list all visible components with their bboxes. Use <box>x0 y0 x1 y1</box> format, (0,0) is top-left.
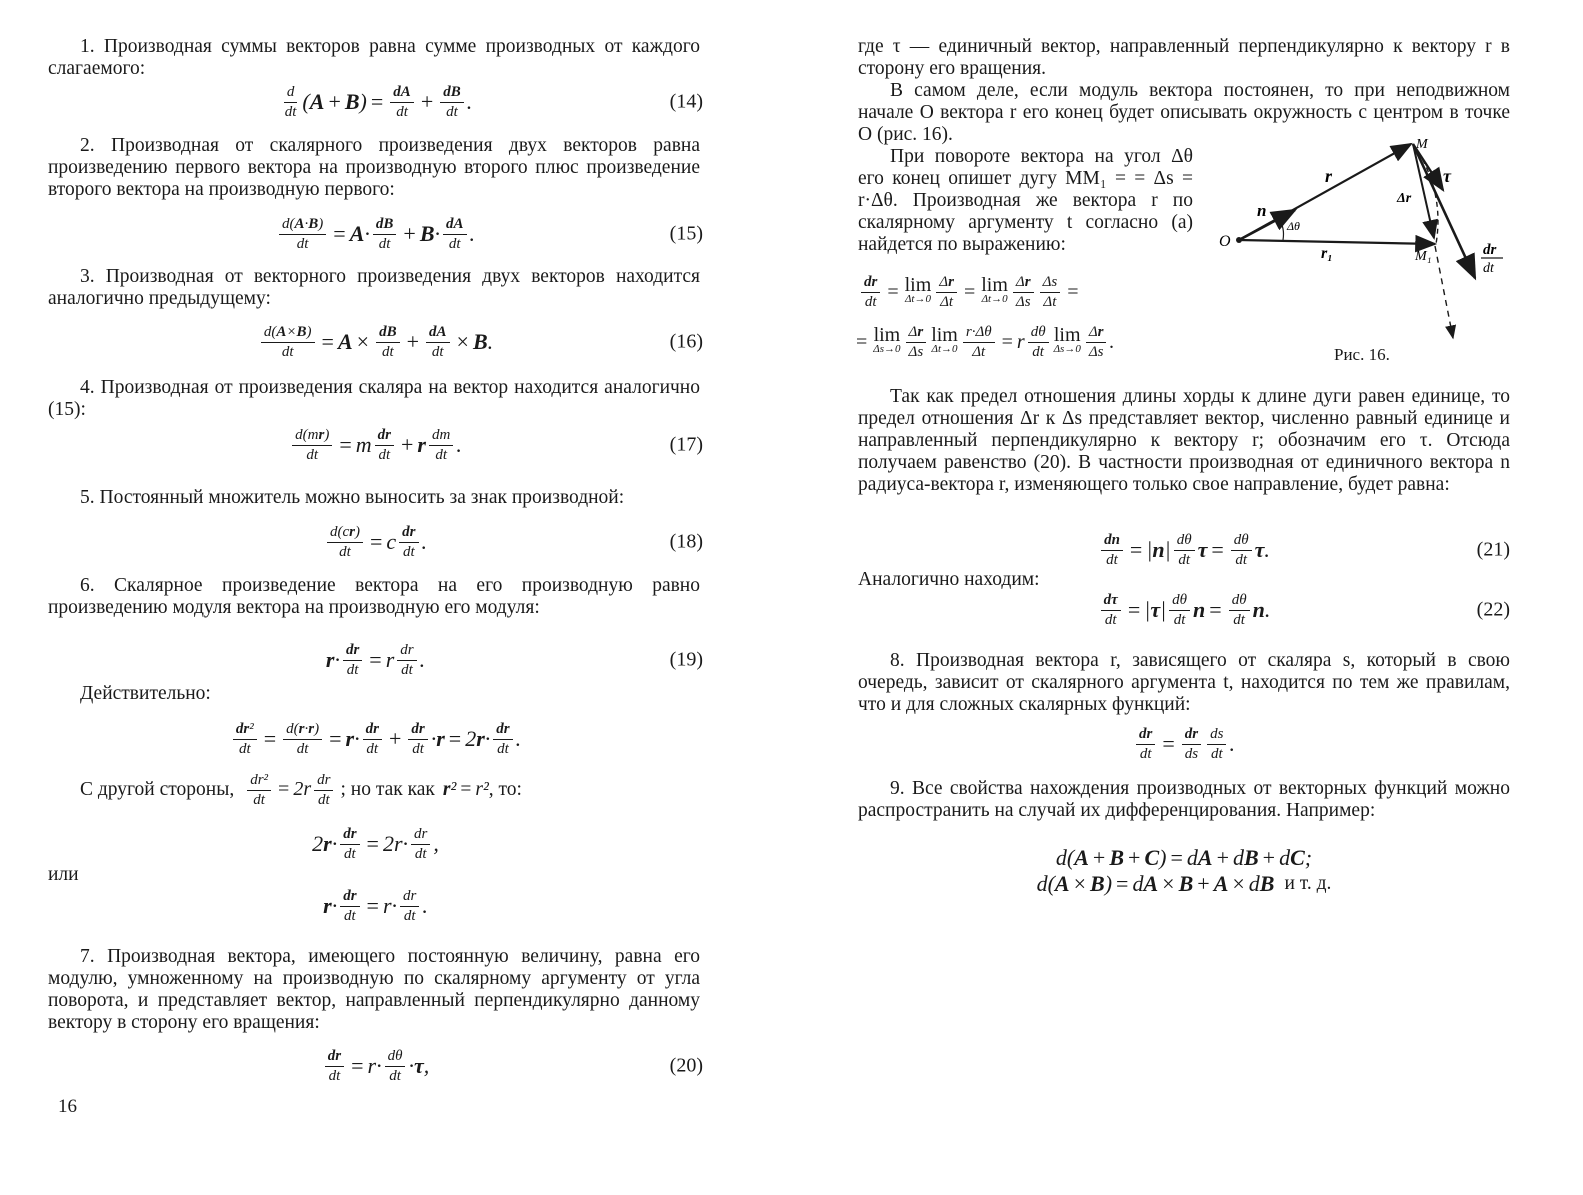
label-r: r <box>1325 166 1333 186</box>
equation-differentials-1: d( A + B + C ) = d A + d B + d C ; <box>1055 845 1313 870</box>
left-page <box>48 0 708 1195</box>
label-M: M <box>1416 137 1428 152</box>
label-M1: M₁ <box>1415 249 1432 264</box>
eq-16-number: (16) <box>669 330 703 353</box>
label-O: O <box>1219 233 1231 250</box>
equation-19: r · $\frac{dr}{dt}$ = r $\frac{dr}{dt}$ . (19) <box>325 641 703 678</box>
equation-differentials-2: d( A × B ) = d A × B + A × d B и т. д. <box>1036 871 1332 896</box>
item-7-text: 7. Производная вектора, имеющего постоянную величину, равна его модулю, умноженному на производную по скалярному аргументу от угла поворота, и представляет вектор, направленный перпендикулярно данному вектору в сторону его вращения: <box>48 946 700 1033</box>
item-8-text: 8. Производная вектора r, зависящего от скаляра s, который в свою очередь, зависит от скалярного аргумента t, находится по тем же правилам, что и для сложных скалярных функций: <box>858 650 1510 715</box>
label-n: n <box>1257 201 1267 220</box>
equation-chain-rule: $\frac{dr}{dt}$ = $\frac{dr}{ds}$ $\frac{ds}{dt}$ . <box>858 722 1510 766</box>
eq-17-number: (17) <box>669 433 703 456</box>
eq-21-number: (21) <box>1476 538 1510 561</box>
eq-15-number: (15) <box>669 222 703 245</box>
equation-14: $\frac{d}{dt}$ ( A + B ) = $\frac{dA}{dt}$ + $\frac{dB}{dt}$ . (14) <box>284 83 703 120</box>
indeed-text: Действительно: <box>80 683 211 704</box>
page-number: 16 <box>58 1096 77 1117</box>
equation-r: r · $\frac{dr}{dt}$ = r· $\frac{dr}{dt}$ . <box>323 887 428 924</box>
equation-limit-1: $\frac{dr}{dt}$ = lim Δt→0 $\frac{\Delta r}{\Delta t}$ = lim Δt→0 $\frac{\Delta r}{\Delta s}$ $\frac{\Delta s}{\Delta t}$ = <box>858 268 1198 316</box>
etc-text: и т. д. <box>1284 873 1332 894</box>
other-side-line: С другой стороны, $\frac{\text{dr²}}{dt}$ = 2r $\frac{dr}{dt}$ ; но так как r² = r² , то: <box>80 771 522 808</box>
indeed-paragraph: В самом деле, если модуль вектора постоянен, то при неподвижном начале O вектора r его конец будет описывать окружность с центром в точке O (рис. 16). <box>858 80 1510 145</box>
equation-18: $\frac{d(cr)}{dt}$ = c $\frac{dr}{dt}$ . (18) <box>48 520 703 564</box>
item-2-text: 2. Производная от скалярного произведения двух векторов равна произведению первого вектора на производную второго плюс произведение второго вектора на производную первого: <box>48 135 700 200</box>
equation-20: $\frac{dr}{dt}$ = r· $\frac{d\theta}{dt}$ · τ , (20) <box>48 1044 703 1088</box>
label-tau: τ <box>1443 166 1451 186</box>
equation-17: $\frac{d(mr)}{dt}$ = m $\frac{dr}{dt}$ + r $\frac{dm}{dt}$ . (17) <box>48 423 703 467</box>
other-side-prefix: С другой стороны, <box>80 779 235 800</box>
item-3-text: 3. Производная от векторного произведения двух векторов находится аналогично предыдущему: <box>48 266 700 309</box>
vector-r1 <box>1239 240 1435 244</box>
item-4-text: 4. Производная от произведения скаляра на вектор находится аналогично (15): <box>48 377 700 420</box>
item-5-text: 5. Постоянный множитель можно выносить за знак производной: <box>80 487 625 508</box>
eq-18-number: (18) <box>669 530 703 553</box>
label-r1: r₁ <box>1321 245 1333 262</box>
item-6-text: 6. Скалярное произведение вектора на его производную равно произведению модуля вектора на производную его модуля: <box>48 575 700 618</box>
item-1-text: 1. Производная суммы векторов равна сумме производных от каждого слагаемого: <box>48 36 700 79</box>
eq-14-number: (14) <box>669 90 703 113</box>
equation-limit-2: = lim Δs→0 $\frac{\Delta r}{\Delta s}$ lim Δt→0 $\frac{r\cdot\Delta\theta}{\Delta t}$ = r $\frac{d\theta}{dt}$ lim Δs→0 $\frac{\Delta r}{\Delta s}$ . <box>856 323 1115 360</box>
figure-16-diagram <box>1213 130 1513 370</box>
equation-22: $\frac{d\tau}{dt}$ = | τ | $\frac{d\theta}{dt}$ n = $\frac{d\theta}{dt}$ n . (22) <box>858 588 1510 632</box>
eq-22-number: (22) <box>1476 598 1510 621</box>
right-page <box>858 0 1523 1195</box>
other-side-mid: ; но так как <box>340 779 435 800</box>
equation-15: $\frac{d(A\cdot B)}{dt}$ = A · $\frac{dB}{dt}$ + B · $\frac{dA}{dt}$ . (15) <box>48 212 703 256</box>
similarly-text: Аналогично находим: <box>858 569 1040 590</box>
item-9-text: 9. Все свойства нахождения производных от векторных функций можно распространить на случай их дифференцирования. Например: <box>858 778 1510 821</box>
equation-16: $\frac{d(A\times B)}{dt}$ = A × $\frac{dB}{dt}$ + $\frac{dA}{dt}$ × B . (16) <box>48 320 703 364</box>
limit-paragraph: Так как предел отношения длины хорды к длине дуги равен единице, то предел отношения Δr к Δs представляет вектор, численно равный единице и направленный перпендикулярно к вектору r; обозначим его τ. Отсюда получаем равенство (20). В частности производная от единичного вектора n радиуса-вектора r, изменяющего только свое направление, будет равна: <box>858 386 1510 495</box>
dashed-extension <box>1435 246 1453 338</box>
label-delta-theta: Δθ <box>1287 219 1300 233</box>
label-delta-r: Δr <box>1397 191 1412 206</box>
equation-indeed: $\frac{\text{dr²}}{dt}$ = $\frac{d(r\cdot r)}{dt}$ = r · $\frac{dr}{dt}$ + $\frac{dr}{dt}$ · r = 2 r · $\frac{dr}{dt}$ . <box>48 717 703 761</box>
figure-caption: Рис. 16. <box>1334 345 1390 364</box>
label-dt: dt <box>1483 261 1494 276</box>
angle-arc <box>1279 219 1284 240</box>
equation-21: $\frac{dn}{dt}$ = | n | $\frac{d\theta}{dt}$ τ = $\frac{d\theta}{dt}$ τ . (21) <box>858 528 1510 572</box>
where-text: где τ — единичный вектор, направленный перпендикулярно к вектору r в сторону его вращения. <box>858 36 1510 79</box>
or-text: или <box>48 864 79 885</box>
rotation-paragraph: При повороте вектора на угол Δθ его конец опишет дугу MM₁ = = Δs = r·Δθ. Производная же вектора r по скалярному аргументу t согласно (а) найдется по выражению: <box>858 146 1193 255</box>
label-dr: dr <box>1483 242 1497 258</box>
equation-2r: 2 r · $\frac{dr}{dt}$ = 2r· $\frac{dr}{dt}$ , <box>312 825 439 862</box>
other-side-suffix: , то: <box>488 779 522 800</box>
eq-20-number: (20) <box>669 1054 703 1077</box>
eq-19-number: (19) <box>669 648 703 671</box>
